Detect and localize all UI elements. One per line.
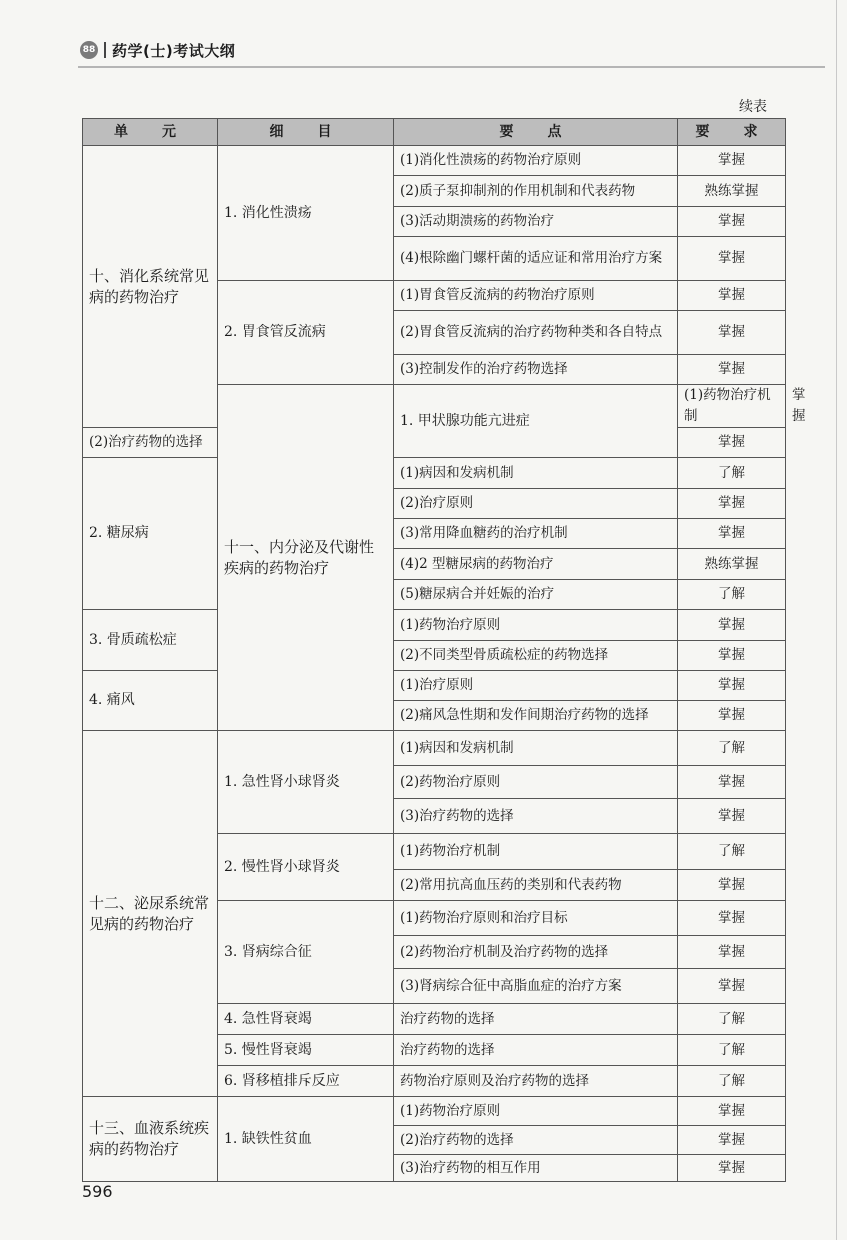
unit-cell: 十三、血液系统疾病的药物治疗 xyxy=(83,1097,218,1182)
requirement-cell: 掌握 xyxy=(678,519,786,549)
point-cell: (4)根除幽门螺杆菌的适应证和常用治疗方案 xyxy=(394,237,678,281)
point-cell: (1)病因和发病机制 xyxy=(394,458,678,489)
column-header-detail: 细 目 xyxy=(218,119,394,146)
point-cell: (3)常用降血糖药的治疗机制 xyxy=(394,519,678,549)
table-row xyxy=(83,731,786,766)
point-cell: (5)糖尿病合并妊娠的治疗 xyxy=(394,580,678,610)
requirement-cell: 掌握 xyxy=(678,610,786,641)
detail-cell: 4. 急性肾衰竭 xyxy=(218,1004,394,1035)
detail-cell: 5. 慢性肾衰竭 xyxy=(218,1035,394,1066)
point-cell: (3)控制发作的治疗药物选择 xyxy=(394,355,678,385)
requirement-cell: 了解 xyxy=(678,458,786,489)
detail-cell: 1. 缺铁性贫血 xyxy=(218,1097,394,1182)
requirement-cell: 掌握 xyxy=(678,146,786,176)
point-cell: (2)治疗药物的选择 xyxy=(83,428,218,458)
point-cell: (1)病因和发病机制 xyxy=(394,731,678,766)
detail-cell: 3. 肾病综合征 xyxy=(218,901,394,1004)
point-cell: (1)药物治疗原则 xyxy=(394,610,678,641)
header-title: 药学(士)考试大纲 xyxy=(112,41,236,60)
requirement-cell: 掌握 xyxy=(678,901,786,936)
point-cell: (2)胃食管反流病的治疗药物种类和各自特点 xyxy=(394,311,678,355)
point-cell: 治疗药物的选择 xyxy=(394,1035,678,1066)
unit-cell: 十、消化系统常见病的药物治疗 xyxy=(83,146,218,428)
header-divider xyxy=(104,42,106,58)
requirement-cell: 掌握 xyxy=(678,641,786,671)
page-number: 596 xyxy=(82,1182,113,1201)
requirement-cell: 掌握 xyxy=(678,671,786,701)
table-row xyxy=(83,146,786,176)
requirement-cell: 掌握 xyxy=(678,766,786,799)
point-cell: (3)肾病综合征中高脂血症的治疗方案 xyxy=(394,969,678,1004)
table-row xyxy=(83,458,786,489)
requirement-cell: 了解 xyxy=(678,1035,786,1066)
detail-cell: 1. 甲状腺功能亢进症 xyxy=(394,385,678,458)
table-row xyxy=(83,610,786,641)
requirement-cell: 掌握 xyxy=(678,207,786,237)
requirement-cell: 掌握 xyxy=(678,428,786,458)
requirement-cell: 了解 xyxy=(678,580,786,610)
requirement-cell: 掌握 xyxy=(678,311,786,355)
requirement-cell: 掌握 xyxy=(678,701,786,731)
requirement-cell: 熟练掌握 xyxy=(678,549,786,580)
table-header-row xyxy=(83,119,786,146)
requirement-cell: 掌握 xyxy=(678,1097,786,1126)
point-cell: (1)药物治疗机制 xyxy=(678,385,786,428)
detail-cell: 2. 糖尿病 xyxy=(83,458,218,610)
point-cell: (2)药物治疗原则 xyxy=(394,766,678,799)
point-cell: (4)2 型糖尿病的药物治疗 xyxy=(394,549,678,580)
requirement-cell: 掌握 xyxy=(678,1126,786,1155)
unit-cell: 十二、泌尿系统常见病的药物治疗 xyxy=(83,731,218,1097)
requirement-cell: 掌握 xyxy=(678,936,786,969)
requirement-cell: 掌握 xyxy=(678,799,786,834)
column-header-point: 要 点 xyxy=(394,119,678,146)
requirement-cell: 了解 xyxy=(678,834,786,870)
detail-cell: 3. 骨质疏松症 xyxy=(83,610,218,671)
requirement-cell: 掌握 xyxy=(678,1155,786,1182)
book-logo: 88 xyxy=(80,41,98,59)
header-rule xyxy=(78,66,825,68)
point-cell: (3)治疗药物的选择 xyxy=(394,799,678,834)
detail-cell: 6. 肾移植排斥反应 xyxy=(218,1066,394,1097)
point-cell: (2)治疗原则 xyxy=(394,489,678,519)
point-cell: (1)胃食管反流病的药物治疗原则 xyxy=(394,281,678,311)
syllabus-table xyxy=(82,118,806,1182)
requirement-cell: 了解 xyxy=(678,1004,786,1035)
requirement-cell: 掌握 xyxy=(678,489,786,519)
point-cell: (1)药物治疗原则和治疗目标 xyxy=(394,901,678,936)
table-row xyxy=(83,1097,786,1126)
point-cell: (3)治疗药物的相互作用 xyxy=(394,1155,678,1182)
requirement-cell: 掌握 xyxy=(678,237,786,281)
requirement-cell: 了解 xyxy=(678,731,786,766)
unit-cell: 十一、内分泌及代谢性疾病的药物治疗 xyxy=(218,385,394,731)
detail-cell: 4. 痛风 xyxy=(83,671,218,731)
continued-label: 续表 xyxy=(739,99,767,115)
table-body xyxy=(83,146,806,1182)
requirement-cell: 了解 xyxy=(678,1066,786,1097)
point-cell: (1)药物治疗原则 xyxy=(394,1097,678,1126)
detail-cell: 2. 胃食管反流病 xyxy=(218,281,394,385)
requirement-cell: 掌握 xyxy=(678,355,786,385)
column-header-unit: 单 元 xyxy=(83,119,218,146)
point-cell: (2)药物治疗机制及治疗药物的选择 xyxy=(394,936,678,969)
point-cell: (2)治疗药物的选择 xyxy=(394,1126,678,1155)
requirement-cell: 掌握 xyxy=(678,969,786,1004)
point-cell: (1)消化性溃疡的药物治疗原则 xyxy=(394,146,678,176)
requirement-cell: 掌握 xyxy=(678,870,786,901)
table-row: 十一、内分泌及代谢性疾病的药物治疗 1. 甲状腺功能亢进症 (1)药物治疗机制 掌握 xyxy=(83,385,786,428)
point-cell: (3)活动期溃疡的药物治疗 xyxy=(394,207,678,237)
point-cell: (2)痛风急性期和发作间期治疗药物的选择 xyxy=(394,701,678,731)
table-row xyxy=(83,671,786,701)
requirement-cell: 熟练掌握 xyxy=(678,176,786,207)
point-cell: (2)质子泵抑制剂的作用机制和代表药物 xyxy=(394,176,678,207)
point-cell: 治疗药物的选择 xyxy=(394,1004,678,1035)
detail-cell: 1. 急性肾小球肾炎 xyxy=(218,731,394,834)
running-header xyxy=(80,36,235,64)
column-header-requirement: 要 求 xyxy=(678,119,786,146)
requirement-cell: 掌握 xyxy=(678,281,786,311)
point-cell: (2)常用抗高血压药的类别和代表药物 xyxy=(394,870,678,901)
detail-cell: 1. 消化性溃疡 xyxy=(218,146,394,281)
point-cell: (2)不同类型骨质疏松症的药物选择 xyxy=(394,641,678,671)
point-cell: (1)药物治疗机制 xyxy=(394,834,678,870)
point-cell: (1)治疗原则 xyxy=(394,671,678,701)
detail-cell: 2. 慢性肾小球肾炎 xyxy=(218,834,394,901)
page-edge xyxy=(836,0,837,1240)
point-cell: 药物治疗原则及治疗药物的选择 xyxy=(394,1066,678,1097)
